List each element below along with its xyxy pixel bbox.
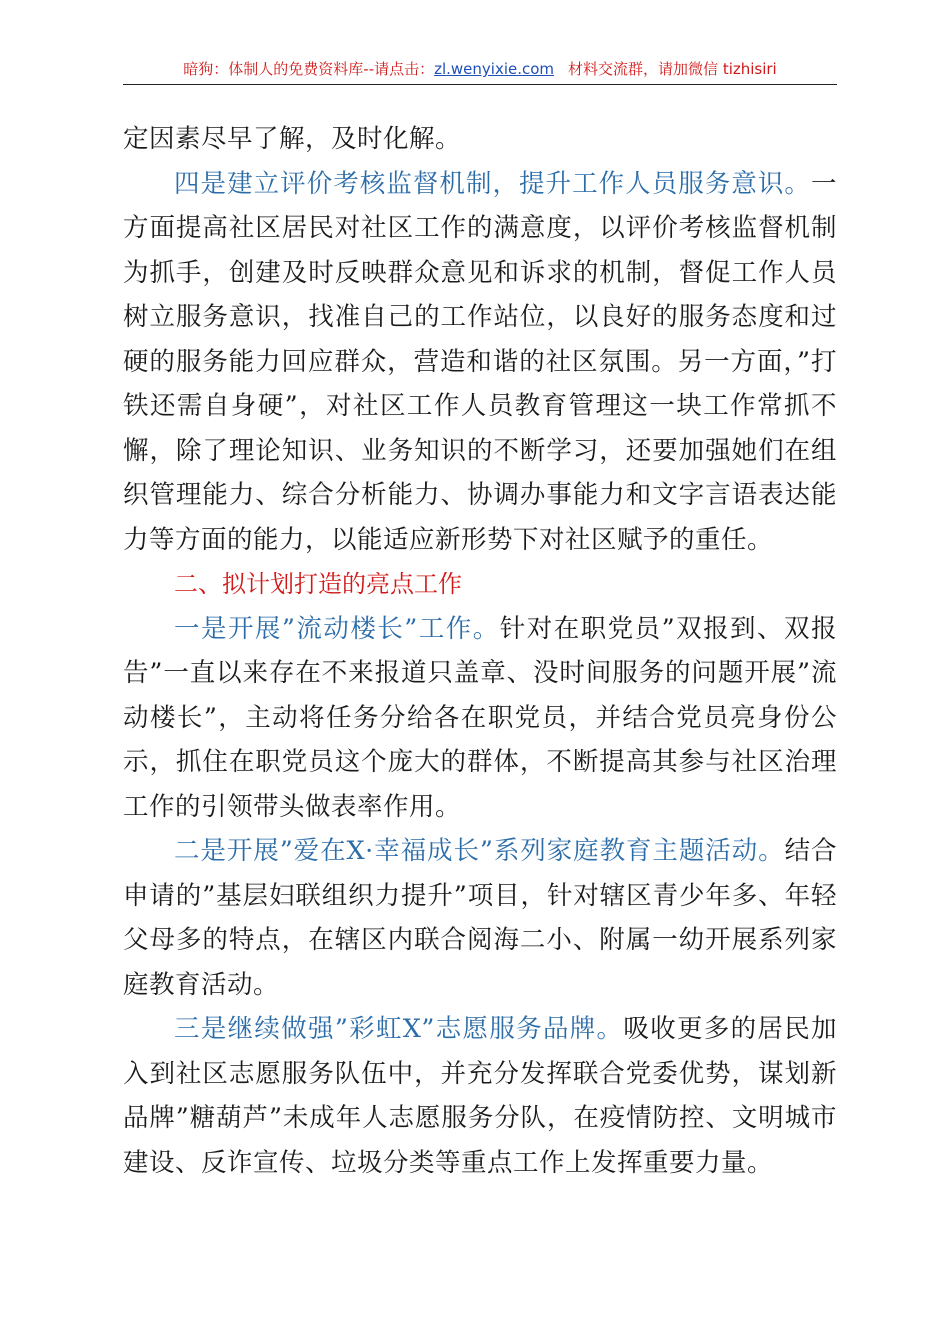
paragraph-item-four [123, 162, 837, 563]
paragraph-item-three [123, 1007, 837, 1185]
header-url-link[interactable]: zl.wenyixie.com [434, 60, 555, 78]
paragraph-body: 针对在职党员”双报到、双报告”一直以来存在不来报道只盖章、没时间服务的问题开展”流动楼长”，主动将任务分给各在职党员，并结合党员亮身份公示，抓住在职党员这个庞大的群体，不断提高其参与社区治理工作的引领带头做表率作用。 [123, 613, 837, 822]
paragraph-item-two [123, 829, 837, 1007]
paragraph-body: 定因素尽早了解，及时化解。 [123, 124, 462, 154]
document-body [123, 117, 837, 1185]
paragraph-lead: 四是建立评价考核监督机制，提升工作人员服务意识。 [174, 168, 811, 199]
paragraph-lead: 三是继续做强”彩虹X”志愿服务品牌。 [174, 1014, 624, 1044]
paragraph-continuation [123, 117, 837, 162]
header-site-name: 暗狗：体制人的免费资料库 [183, 60, 364, 78]
paragraph-body: 一方面提高社区居民对社区工作的满意度，以评价考核监督机制为抓手，创建及时反映群众意见和诉求的机制，督促工作人员树立服务意识，找准自己的工作站位，以良好的服务态度和过硬的服务能力回应群众，营造和谐的社区氛围。另一方面，”打铁还需自身硬”，对社区工作人员教育管理这一块工作常抓不懈，除了理论知识、业务知识的不断学习，还要加强她们在组织管理能力、综合分析能力、协调办事能力和文字言语表达能力等方面的能力，以能适应新形势下对社区赋予的重任。 [123, 168, 837, 555]
paragraph-body: 吸收更多的居民加入到社区志愿服务队伍中，并充分发挥联合党委优势，谋划新品牌”糖葫芦”未成年人志愿服务分队，在疫情防控、文明城市建设、反诈宣传、垃圾分类等重点工作上发挥重要力量。 [123, 1014, 837, 1178]
page-header [123, 58, 837, 85]
section-heading: 二、拟计划打造的亮点工作 [174, 570, 462, 598]
paragraph-item-one [123, 607, 837, 830]
paragraph-body: 结合申请的”基层妇联组织力提升”项目，针对辖区青少年多、年轻父母多的特点，在辖区内联合阅海二小、附属一幼开展系列家庭教育活动。 [123, 836, 837, 1000]
header-wechat-note: 材料交流群，请加微信 tizhisiri [568, 60, 777, 78]
paragraph-lead: 二是开展”爱在X·幸福成长”系列家庭教育主题活动。 [174, 836, 785, 866]
paragraph-lead: 一是开展”流动楼长”工作。 [174, 613, 500, 644]
header-click-prompt: --请点击： [363, 60, 435, 78]
